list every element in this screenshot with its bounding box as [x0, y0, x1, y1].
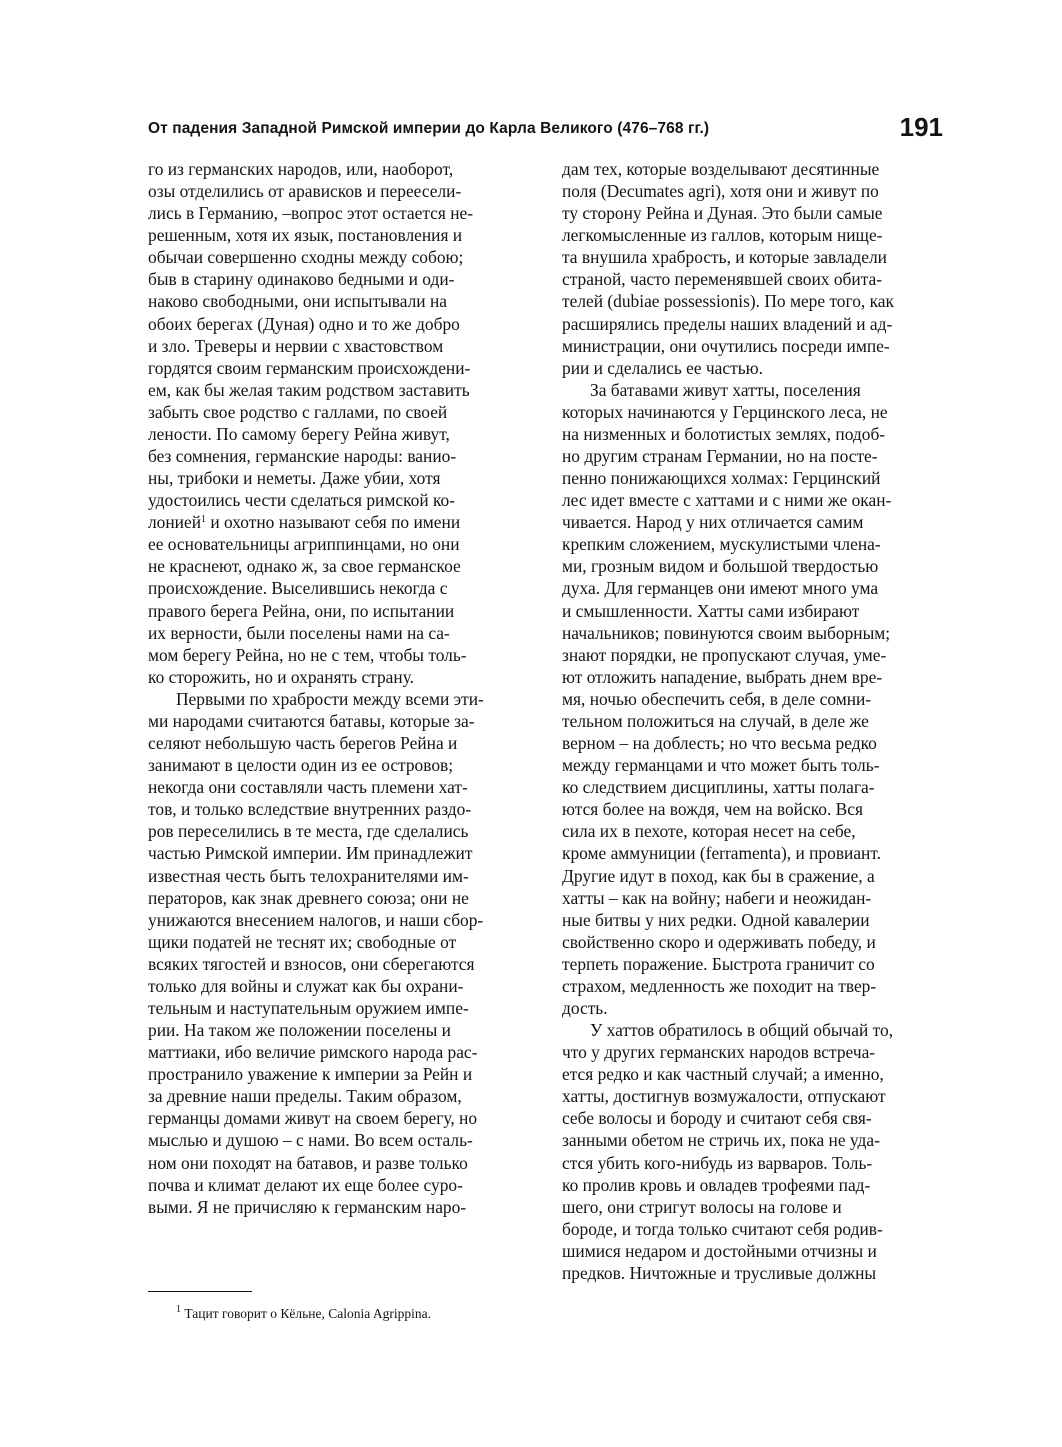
text-line: министрации, они очутились посреди импе-	[562, 335, 890, 356]
text-line: та внушила храбрость, и которые завладели	[562, 247, 887, 268]
text-line: щики податей не теснят их; свободные от	[148, 931, 457, 952]
text-line: ко сторожить, но и охранять страну.	[148, 666, 415, 687]
text-line: свойственно скоро и одерживать победу, и	[562, 931, 876, 952]
text-fragment: и охотно называют себя по имени	[206, 512, 461, 533]
text-line: наково свободными, они испытывали на	[148, 291, 447, 312]
text-line: легкомысленные из галлов, которым нище-	[562, 225, 883, 246]
text-line: дам тех, которые возделывают десятинные	[562, 159, 880, 179]
text-line: селяют небольшую часть берегов Рейна и	[148, 733, 458, 754]
text-line: что у других германских народов встреча-	[562, 1042, 876, 1063]
paragraph-start: Первыми по храбрости между всеми эти-	[176, 688, 484, 709]
footnote-marker: 1	[176, 1304, 181, 1315]
text-line: ют отложить нападение, выбрать днем вре-	[562, 666, 883, 687]
footnote-reference: 1	[201, 514, 207, 526]
text-line: только для войны и служат как бы охрани-	[148, 975, 464, 996]
text-line: го из германских народов, или, наоборот,	[148, 159, 454, 179]
text-line: занными обетом не стричь их, пока не уда-	[562, 1130, 880, 1151]
text-line: духа. Для германцев они имеют много ума	[562, 578, 879, 599]
text-line: ко пролив кровь и овладев трофеями пад-	[562, 1174, 871, 1195]
paragraph-start: У хаттов обратилось в общий обычай то,	[590, 1020, 894, 1041]
text-line: ные битвы у них редки. Одной кавалерии	[562, 909, 870, 930]
text-line: шимися недаром и достойными отчизны и	[562, 1240, 877, 1261]
text-line: страхом, медленность же походит на твер-	[562, 975, 877, 996]
paragraph-start: За батавами живут хатты, поселения	[590, 379, 861, 400]
text-line: тельном положиться на случай, в деле же	[562, 710, 869, 731]
running-title: От падения Западной Римской империи до Карла Великого (476–768 гг.)	[148, 120, 710, 137]
text-line: ми, грозным видом и большой твердостью	[562, 556, 879, 577]
text-line: ны, трибоки и неметы. Даже убии, хотя	[148, 468, 441, 489]
text-line: дость.	[562, 997, 608, 1018]
text-line: ется редко и как частный случай; а именно,	[562, 1064, 884, 1085]
text-line: поля (Decumates agri), хотя они и живут по	[562, 181, 879, 202]
text-line: забыть свое родство с галлами, по своей	[148, 401, 448, 422]
text-fragment: лонией	[148, 512, 202, 533]
text-line: хатты – как на войну; набеги и неожидан-	[562, 887, 872, 908]
text-line: расширялись пределы наших владений и ад-	[562, 313, 893, 334]
left-column	[148, 158, 530, 1218]
text-line: Другие идут в поход, как бы в сражение, а	[562, 865, 875, 886]
text-line: занимают в целости один из ее островов;	[148, 755, 454, 776]
text-line: которых начинаются у Герцинского леса, не	[562, 401, 888, 422]
text-line: мом берегу Рейна, но не с тем, чтобы толь-	[148, 644, 467, 665]
page-number: 191	[899, 112, 943, 142]
text-line: чивается. Народ у них отличается самим	[562, 512, 864, 533]
text-line: между германцами и что может быть толь-	[562, 755, 880, 776]
text-line: почва и климат делают их еще более суро-	[148, 1174, 463, 1195]
text-line: не краснеют, однако ж, за свое германское	[148, 556, 461, 577]
text-line: тов, и только вследствие внутренних раздо-	[148, 799, 472, 820]
text-line: за древние наши пределы. Таким образом,	[148, 1086, 462, 1107]
text-line: и зло. Треверы и нервии с хвастовством	[148, 335, 444, 356]
text-line: но другим странам Германии, но на посте-	[562, 446, 878, 467]
text-line: пространило уважение к империи за Рейн и	[148, 1064, 473, 1085]
footnote-divider	[148, 1291, 252, 1292]
text-line: сила их в пехоте, которая несет на себе,	[562, 821, 856, 842]
text-line: озы отделились от арависков и переесели-	[148, 181, 462, 202]
text-line: ми народами считаются батавы, которые за-	[148, 710, 475, 731]
text-line: тельным и наступательным оружием импе-	[148, 997, 469, 1018]
text-line: предков. Ничтожные и трусливые должны	[562, 1262, 877, 1283]
text-line: удостоились чести сделаться римской ко-	[148, 490, 456, 511]
text-line: страной, часто переменявшей своих обита-	[562, 269, 883, 290]
text-line: шего, они стригут волосы на голове и	[562, 1196, 842, 1217]
text-line: известная честь быть телохранителями им-	[148, 865, 469, 886]
text-line: мыслью и душою – с нами. Во всем осталь-	[148, 1130, 473, 1151]
text-line: лености. По самому берегу Рейна живут,	[148, 423, 450, 444]
text-line: унижаются внесением налогов, и наши сбор-	[148, 909, 484, 930]
text-line: ператоров, как знак древнего союза; они не	[148, 887, 469, 908]
text-line: происхождение. Выселившись некогда с	[148, 578, 448, 599]
text-line: хатты, достигнув возмужалости, отпускают	[562, 1086, 886, 1107]
text-line: решенным, хотя их язык, постановления и	[148, 225, 463, 246]
text-line: крепким сложением, мускулистыми члена-	[562, 534, 881, 555]
text-line-with-footnote	[148, 511, 530, 533]
text-line: гордятся своим германским происхождени-	[148, 357, 471, 378]
right-column	[562, 158, 944, 1284]
text-line: себе волосы и бороду и считают себя свя-	[562, 1108, 872, 1129]
text-line: рии. На таком же положении поселены и	[148, 1020, 451, 1041]
footnote-text: Тацит говорит о Кёльне, Calonia Agrippina.	[181, 1306, 431, 1321]
text-line: бороде, и тогда только считают себя родив-	[562, 1218, 883, 1239]
text-line: частью Римской империи. Им принадлежит	[148, 843, 473, 864]
text-line: обоих берегах (Дуная) одно и то же добро	[148, 313, 460, 334]
text-line: ко следствием дисциплины, хатты полага-	[562, 777, 875, 798]
text-line: маттиаки, ибо величие римского народа рас-	[148, 1042, 478, 1063]
text-line: без сомнения, германские народы: ванио-	[148, 446, 457, 467]
text-line: быв в старину одинаково бедными и оди-	[148, 269, 455, 290]
text-line: выми. Я не причисляю к германским наро-	[148, 1196, 467, 1217]
text-line: верном – на доблесть; но что весьма редко	[562, 733, 877, 754]
text-line: и смышленности. Хатты сами избирают	[562, 600, 860, 621]
text-line: на низменных и болотистых землях, подоб-	[562, 423, 886, 444]
text-line: кроме аммуниции (ferramenta), и провиант.	[562, 843, 881, 864]
text-line: ее основательницы агриппинцами, но они	[148, 534, 460, 555]
text-line: их верности, были поселены нами на са-	[148, 622, 450, 643]
text-line: лес идет вместе с хаттами и с ними же окан-	[562, 490, 892, 511]
text-line: ются более на вождя, чем на войско. Вся	[562, 799, 863, 820]
text-line: ном они походят на батавов, и разве только	[148, 1152, 468, 1173]
running-head	[148, 112, 943, 146]
text-line: всяких тягостей и взносов, они сберегаются	[148, 953, 475, 974]
text-line: начальников; повинуются своим выборным;	[562, 622, 891, 643]
text-line: знают порядки, не пропускают случая, уме-	[562, 644, 887, 665]
text-line: обычаи совершенно сходны между собою;	[148, 247, 464, 268]
text-line: телей (dubiae possessionis). По мере того, как	[562, 291, 894, 312]
text-line: пенно понижающихся холмах: Герцинский	[562, 468, 881, 489]
footnote	[176, 1306, 431, 1322]
text-line: стся убить кого-нибудь из варваров. Толь-	[562, 1152, 873, 1173]
text-line: правого берега Рейна, они, по испытании	[148, 600, 455, 621]
text-line: ров переселились в те места, где сделались	[148, 821, 469, 842]
text-line: лись в Германию, –вопрос этот остается не-	[148, 203, 474, 224]
text-line: мя, ночью обеспечить себя, в деле сомни-	[562, 688, 872, 709]
text-line: ту сторону Рейна и Дуная. Это были самые	[562, 203, 883, 224]
text-line: германцы домами живут на своем берегу, но	[148, 1108, 478, 1129]
text-line: ем, как бы желая таким родством заставить	[148, 379, 470, 400]
text-line: рии и сделались ее частью.	[562, 357, 763, 378]
text-line: некогда они составляли часть племени хат-	[148, 777, 468, 798]
text-line: терпеть поражение. Быстрота граничит со	[562, 953, 875, 974]
